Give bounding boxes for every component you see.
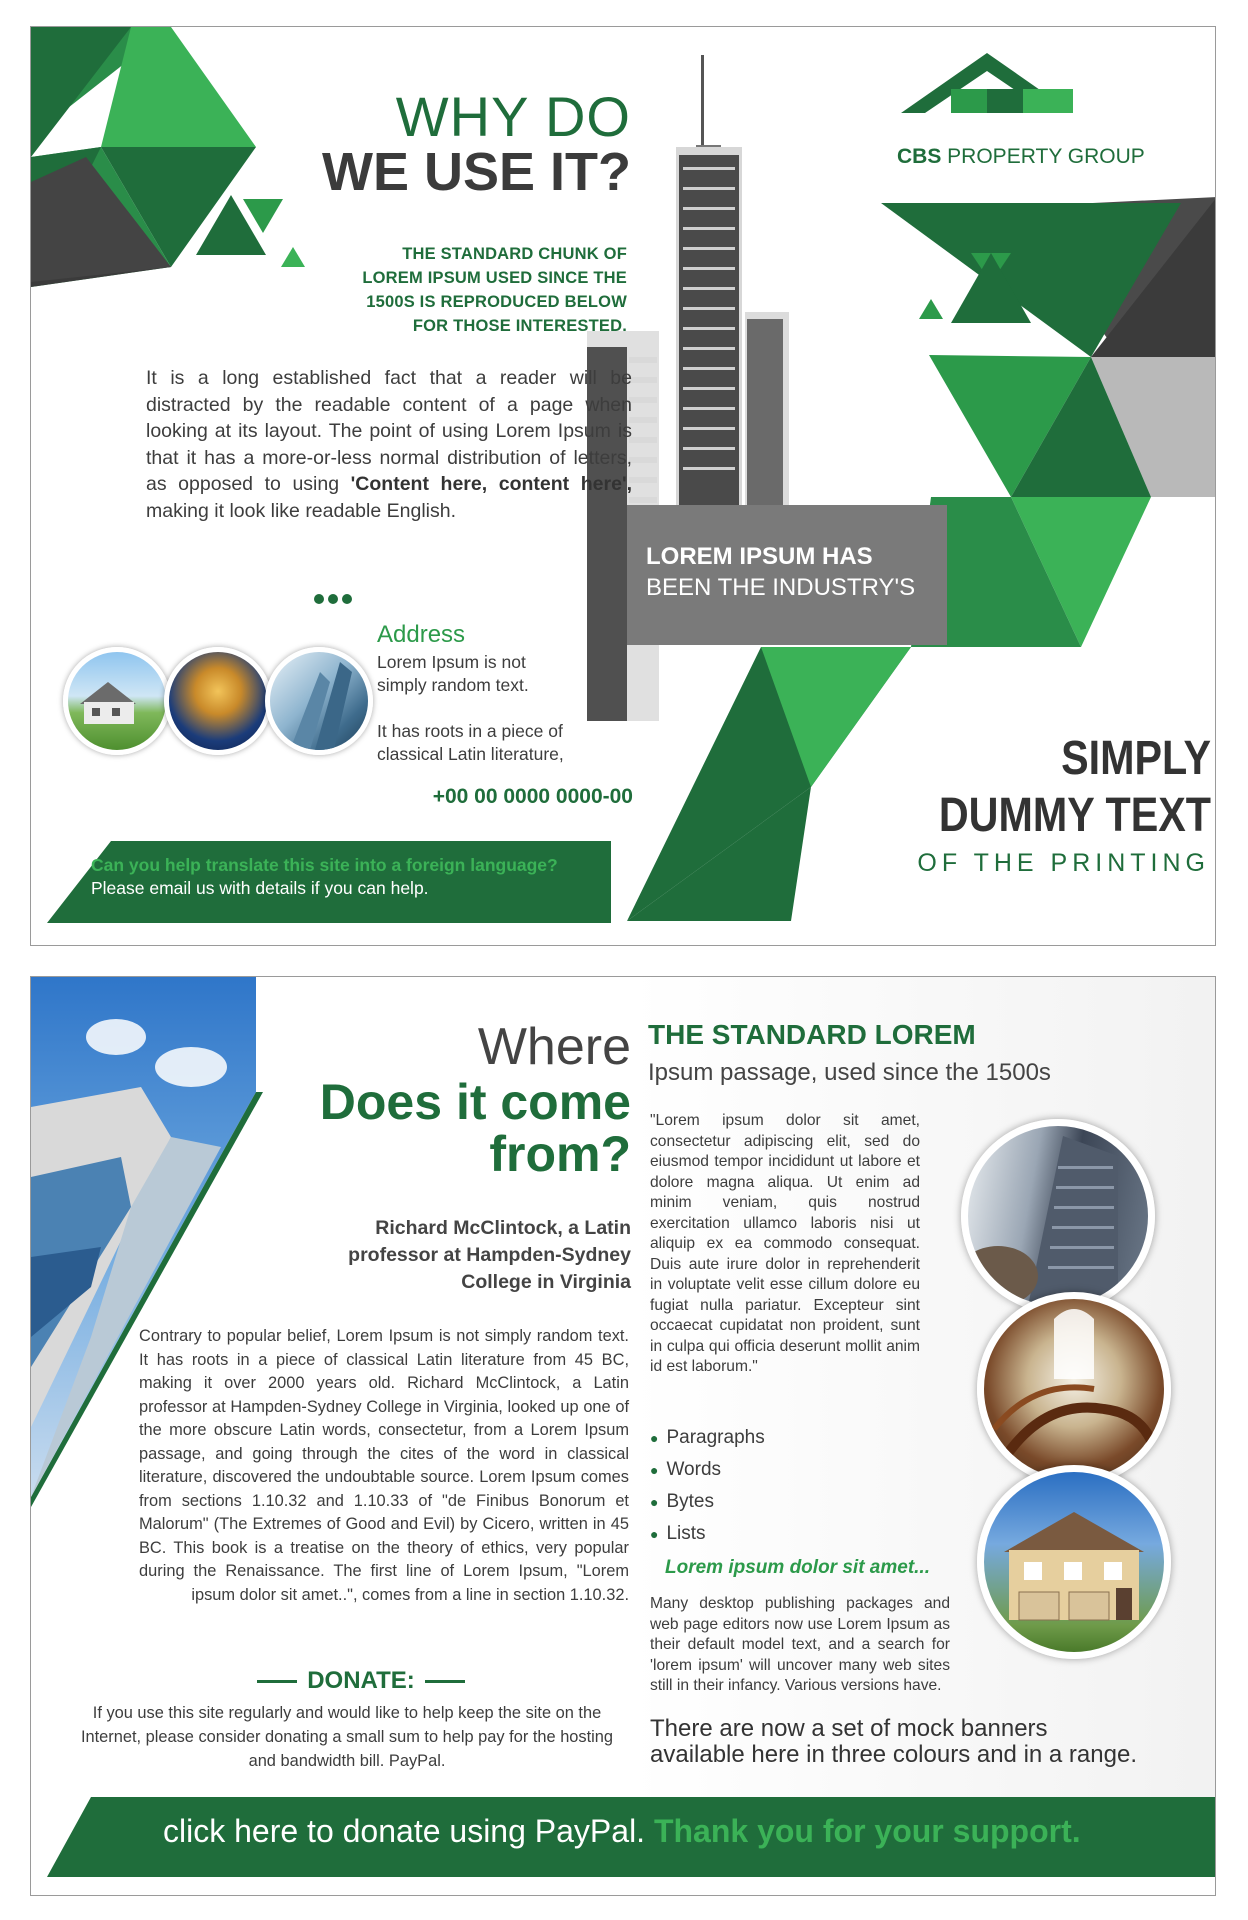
antenna: [701, 55, 704, 155]
headline-simply: SIMPLY: [1061, 732, 1211, 785]
gray-box-line1: LOREM IPSUM HAS: [646, 543, 873, 570]
headline-why-do: WHY DO: [395, 85, 631, 148]
standard-subtitle: Ipsum passage, used since the 1500s: [648, 1059, 1051, 1086]
translate-request: Please email us with details if you can help.: [91, 878, 429, 898]
list-item: ● Paragraphs: [650, 1427, 765, 1448]
translate-question[interactable]: Can you help translate this site into a foreign language?: [91, 855, 558, 875]
subheading-richard: Richard McClintock, a Latin professor at Hampden-Sydney College in Virginia: [348, 1217, 631, 1293]
subheadline-printing: OF THE PRINTING: [917, 849, 1210, 877]
skyscraper-photo: [961, 1119, 1155, 1313]
intro-paragraph: It is a long established fact that a reader will be distracted by the readable content of a page when looking at its layout. The point of using Lorem Ipsum is that it has a more-or-less normal distribution of letters, as opposed to using 'Content here, content here', making it look like readable English.: [146, 367, 632, 522]
headline-from: from?: [489, 1126, 631, 1182]
many-desktop-paragraph: Many desktop publishing packages and web page editors now use Lorem Ipsum as their default model text, and a search for 'lorem ipsum' will uncover many web sites still in their infancy. Various versions have.: [650, 1595, 950, 1694]
house-photo-large: [977, 1465, 1171, 1659]
list-item: ● Lists: [650, 1523, 706, 1544]
gray-box-line2: BEEN THE INDUSTRY'S: [646, 574, 916, 601]
lorem-quote: "Lorem ipsum dolor sit amet, consectetur adipiscing elit, sed do eiusmod tempor incididunt ut labore et dolore magna aliqua. Ut enim ad minim veniam, quis nostrud exercitation ullamco laboris nisi ut aliquip ex ea commodo consequat. Duis aute irure dolor in reprehenderit in voluptate velit esse cillum dolore eu fugiat nulla pariatur. Excepteur sint occaecat cupidatat non proident, sunt in culpa qui officia deserunt mollit anim id est laborum.": [650, 1112, 920, 1375]
translate-banner: [91, 855, 591, 899]
house-photo: [63, 647, 171, 755]
dots-separator: [314, 591, 356, 609]
address-text: Lorem Ipsum is not simply random text. It has roots in a piece of classical Latin literature,: [377, 652, 564, 764]
tower-photo: [265, 647, 373, 755]
headline-where: Where: [477, 1018, 631, 1076]
brochure-back: [30, 976, 1216, 1896]
bullet-list: [650, 1427, 765, 1555]
brand-name: CBS PROPERTY GROUP: [897, 145, 1145, 168]
contrary-paragraph: Contrary to popular belief, Lorem Ipsum is not simply random text. It has roots in a piece of classical Latin literature from 45 BC, making it over 2000 years old. Richard McClintock, a Latin professor at Hampden-Sydney College in Virginia, looked up one of the more obscure Latin words, consectetur, from a Lorem Ipsum passage, and going through the cites of the word in classical literature, discovered the undoubtable source. Lorem Ipsum comes from sections 1.10.32 and 1.10.33 of "de Finibus Bonorum et Malorum" (The Extremes of Good and Evil) by Cicero, written in 45 BC. This book is a treatise on the theory of ethics, very popular during the Renaissance. The first line of Lorem Ipsum, "Lorem ipsum dolor sit amet..", comes from a line in section 1.10.32.: [139, 1327, 629, 1604]
headline-does-it-come: Does it come: [319, 1074, 631, 1130]
paypal-donate-link[interactable]: click here to donate using PayPal. Thank you for your support.: [163, 1813, 1081, 1849]
mock-banners-text: There are now a set of mock banners available here in three colours and in a range.: [650, 1715, 1137, 1768]
list-item: ● Bytes: [650, 1491, 714, 1512]
phone-number: +00 00 0000 0000-00: [432, 785, 633, 808]
headline-dummy-text: DUMMY TEXT: [938, 789, 1211, 842]
tagline: THE STANDARD CHUNK OF LOREM IPSUM USED SINCE THE 1500S IS REPRODUCED BELOW FOR THOSE INTERESTED.: [362, 245, 627, 335]
pool-photo: [164, 647, 272, 755]
standard-title: THE STANDARD LOREM: [648, 1019, 976, 1050]
triangle-deco: [281, 247, 305, 267]
donate-heading: DONATE:: [91, 1667, 631, 1695]
list-item: ● Words: [650, 1459, 722, 1480]
address-title: Address: [377, 621, 466, 648]
brochure-front: [30, 26, 1216, 946]
staircase-photo: [977, 1292, 1171, 1486]
headline-we-use-it: WE USE IT?: [322, 142, 631, 202]
lorem-italic: Lorem ipsum dolor sit amet...: [665, 1557, 930, 1578]
donate-text: If you use this site regularly and would like to help keep the site on the Internet, please consider donating a small sum to help pay for the hosting and bandwidth bill. PayPal.: [80, 1704, 614, 1770]
